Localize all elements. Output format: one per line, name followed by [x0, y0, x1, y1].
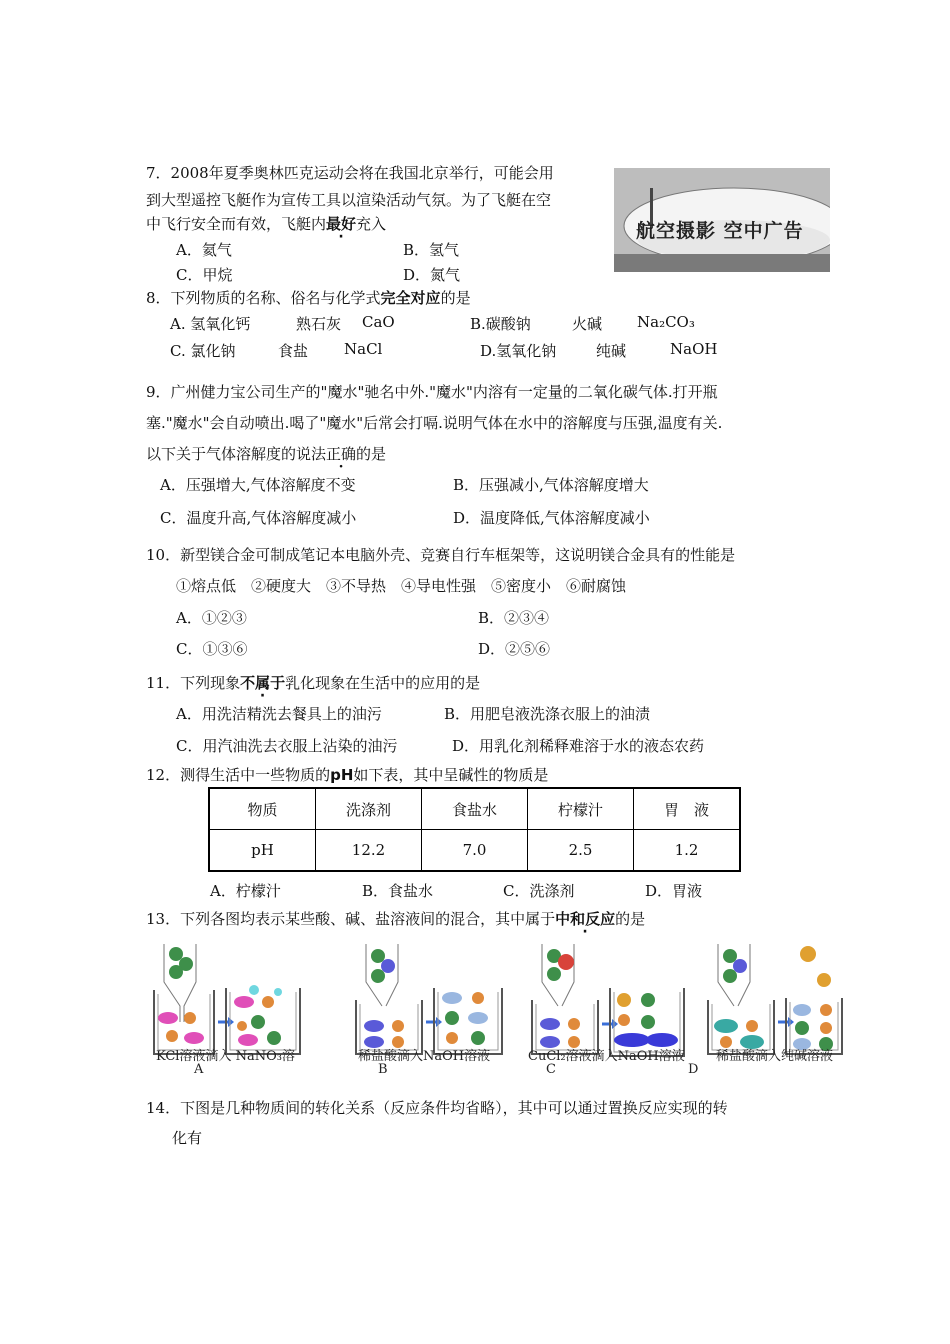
q11-option-b: B．用肥皂液洗涤衣服上的油渍 [444, 705, 651, 723]
q7-option-c: C．甲烷 [176, 266, 233, 284]
table-row [209, 830, 740, 872]
q10-stem: 10．新型镁合金可制成笔记本电脑外壳、竞赛自行车框架等，这说明镁合金具有的性能是 [146, 546, 736, 564]
diagram-c-caption: CuCl₂溶液滴入NaOH溶液 [528, 1049, 685, 1064]
q12-option-a: A．柠檬汁 [210, 882, 281, 900]
q7-option-d: D．氮气 [403, 266, 461, 284]
blimp-ad-text: 航空摄影 空中广告 [636, 220, 804, 242]
q8-option-a-formula: CaO [362, 313, 395, 331]
table-cell: 胃 液 [634, 788, 741, 830]
q8-option-c-common: 食盐 [278, 342, 309, 360]
q7-line1: 7．2008年夏季奥林匹克运动会将在我国北京举行，可能会用 [146, 164, 554, 182]
q9-option-c: C．温度升高,气体溶解度减小 [160, 509, 357, 527]
q8-option-d-name: D.氢氧化钠 [480, 342, 557, 360]
q8-option-a-common: 熟石灰 [296, 315, 342, 333]
q12-option-c: C．洗涤剂 [503, 882, 575, 900]
q11-option-c: C．用汽油洗去衣服上沾染的油污 [176, 737, 398, 755]
table-cell: 食盐水 [422, 788, 528, 830]
blimp-photo [614, 168, 830, 272]
table-cell: 物质 [209, 788, 316, 830]
q9-option-b: B．压强减小,气体溶解度增大 [453, 476, 649, 494]
q7-option-a: A．氦气 [176, 241, 232, 259]
q8-option-b-formula: Na₂CO₃ [637, 313, 695, 331]
q8-option-c-name: C. 氯化钠 [170, 342, 236, 360]
q7-line3: 中飞行安全而有效，飞艇内最好充入 [146, 215, 387, 233]
q10-option-a: A．①②③ [176, 609, 247, 627]
q14-line2: 化有 [172, 1129, 203, 1147]
q11-option-a: A．用洗洁精洗去餐具上的油污 [176, 705, 382, 723]
q12-option-d: D．胃液 [645, 882, 703, 900]
q12-option-b: B．食盐水 [362, 882, 434, 900]
q8-option-d-formula: NaOH [670, 340, 718, 358]
diagram-b-caption: 稀盐酸滴入NaOH溶液 [358, 1049, 491, 1064]
q8-option-c-formula: NaCl [344, 340, 383, 358]
q8-option-d-common: 纯碱 [596, 342, 627, 360]
q9-line1: 9．广州健力宝公司生产的"魔水"驰名中外."魔水"内溶有一定量的二氧化碳气体.打开瓶 [146, 383, 718, 401]
diagram-d-caption: 稀盐酸滴入纯碱溶液 [716, 1049, 834, 1064]
diagram-c-letter: C [546, 1062, 556, 1077]
ph-table [208, 787, 741, 872]
table-row [209, 788, 740, 830]
q10-option-b: B．②③④ [478, 609, 550, 627]
q8-option-a-name: A. 氢氧化钙 [170, 315, 251, 333]
q9-option-a: A．压强增大,气体溶解度不变 [160, 476, 356, 494]
q8-option-b-common: 火碱 [572, 315, 603, 333]
q7-line2: 到大型遥控飞艇作为宣传工具以渲染活动气氛。为了飞艇在空 [146, 191, 552, 209]
table-cell: 7.0 [422, 830, 528, 872]
table-cell: pH [209, 830, 316, 872]
table-cell: 洗涤剂 [316, 788, 422, 830]
diagram-d-letter: D [688, 1062, 699, 1077]
q7-option-b: B．氢气 [403, 241, 460, 259]
q11-stem: 11．下列现象不属于乳化现象在生活中的应用的是 [146, 674, 481, 692]
table-cell: 12.2 [316, 830, 422, 872]
diagram-b-letter: B [378, 1062, 388, 1077]
q8-stem: 8．下列物质的名称、俗名与化学式完全对应的是 [146, 289, 471, 307]
q9-option-d: D．温度降低,气体溶解度减小 [453, 509, 650, 527]
q12-stem: 12．测得生活中一些物质的pH如下表，其中呈碱性的物质是 [146, 766, 549, 784]
q10-option-d: D．②⑤⑥ [478, 640, 551, 658]
q13-stem: 13．下列各图均表示某些酸、碱、盐溶液间的混合，其中属于中和反应的是 [146, 910, 646, 928]
diagram-a-caption: KCl溶液滴入 NaNO₃溶 [156, 1049, 295, 1064]
table-cell: 1.2 [634, 830, 741, 872]
q10-properties: ①熔点低 ②硬度大 ③不导热 ④导电性强 ⑤密度小 ⑥耐腐蚀 [176, 577, 627, 595]
diagram-a-letter: A [194, 1062, 204, 1077]
q8-option-b-name: B.碳酸钠 [470, 315, 531, 333]
table-cell: 2.5 [528, 830, 634, 872]
table-cell: 柠檬汁 [528, 788, 634, 830]
q9-line3: 以下关于气体溶解度的说法正确的是 [146, 445, 387, 463]
q10-option-c: C．①③⑥ [176, 640, 248, 658]
q14-line1: 14．下图是几种物质间的转化关系（反应条件均省略），其中可以通过置换反应实现的转 [146, 1099, 728, 1117]
q11-option-d: D．用乳化剂稀释难溶于水的液态农药 [452, 737, 705, 755]
q9-line2: 塞."魔水"会自动喷出.喝了"魔水"后常会打嗝.说明气体在水中的溶解度与压强,温度有关. [146, 414, 723, 432]
